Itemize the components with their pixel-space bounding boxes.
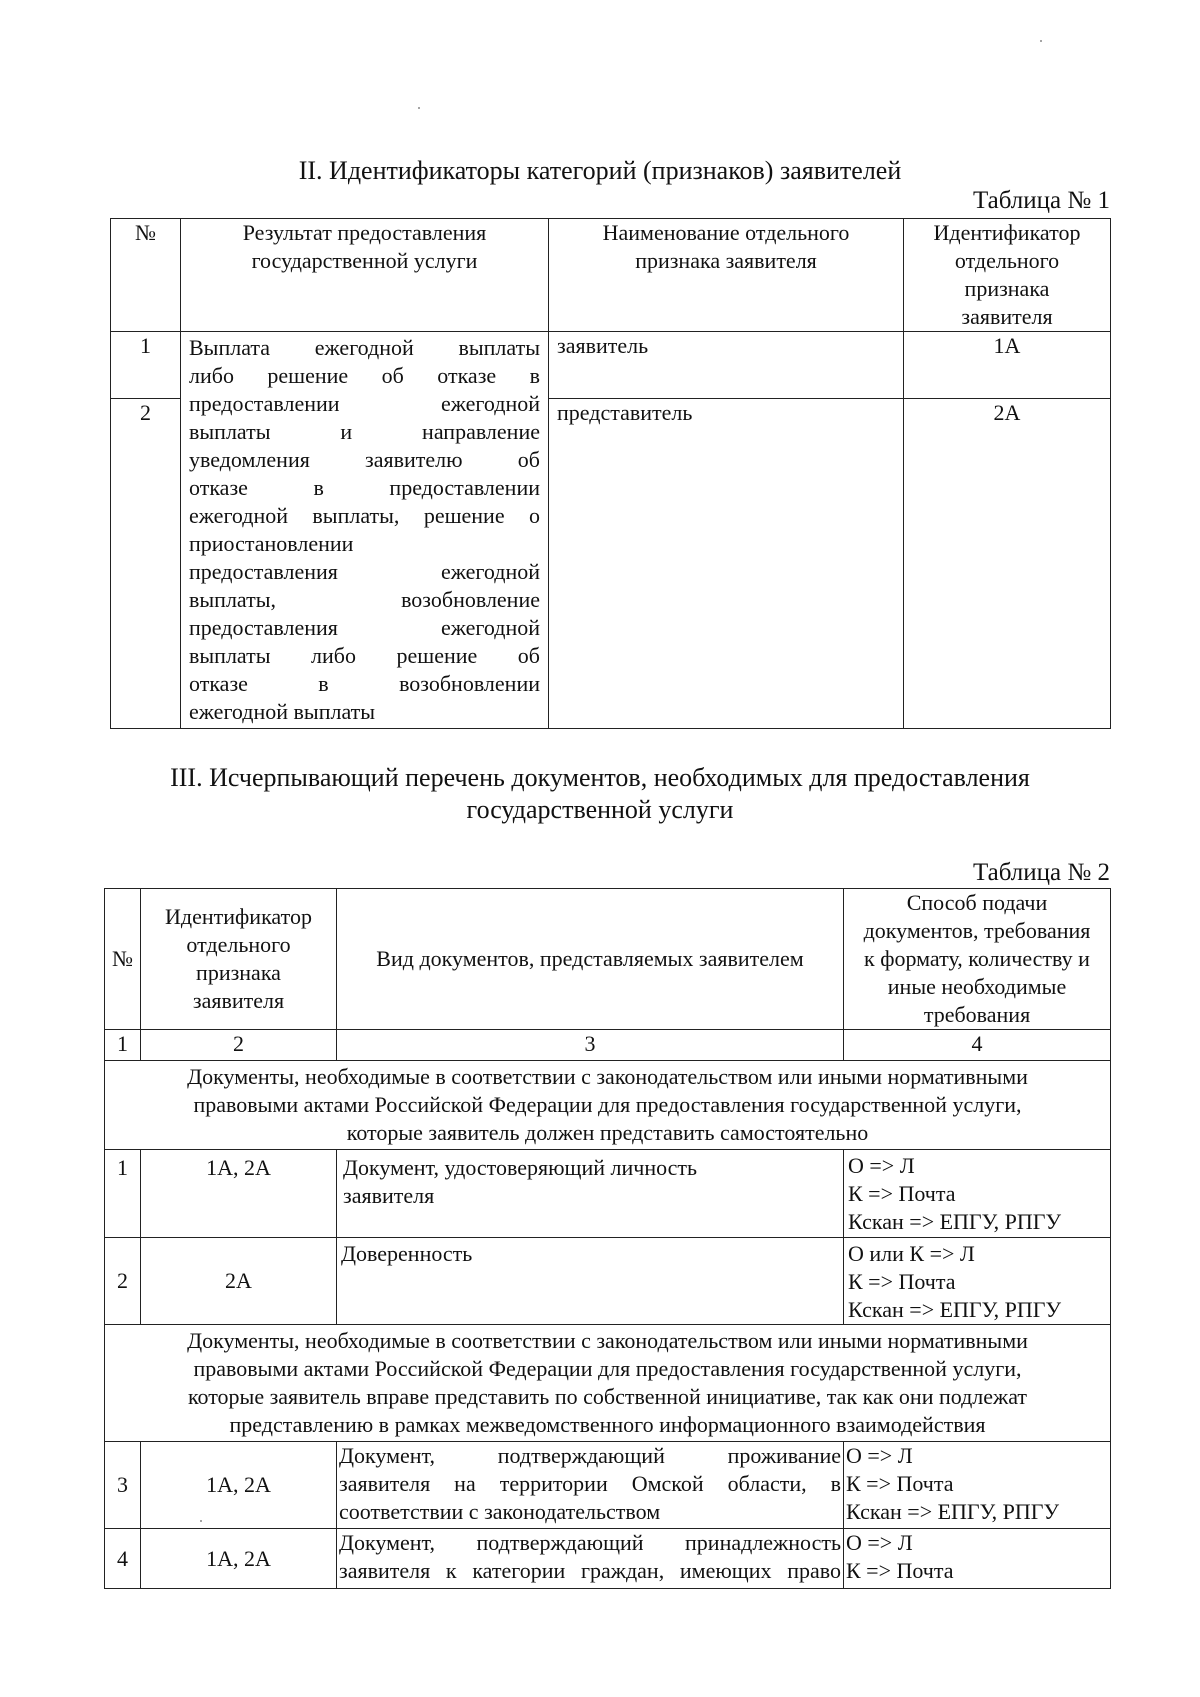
row-identifier: 1А, 2А (141, 1442, 337, 1529)
row-num: 1 (111, 332, 181, 399)
scan-speck (200, 1520, 202, 1522)
row-num: 4 (105, 1529, 141, 1589)
table-2-header-row (105, 889, 1111, 1030)
group-heading-optional: Документы, необходимые в соответствии с законодательством или иными нормативными правовыми актами Российской Федерации для предоставления государственной услуги, которые заявитель вправе представить по собственной инициативе, так как они подлежат представлению в рамках межведомственного информационного взаимодействия (105, 1325, 1111, 1442)
table-2 (104, 888, 1111, 1589)
result-cell: Выплата ежегодной выплаты либо решение об отказе в предоставлении ежегодной выплаты и направление уведомления заявителю об отказе в предоставлении ежегодной выплаты, решение о приостановлении предоставления ежегодной выплаты, возобновление предоставления ежегодной выплаты либо решение об отказе в возобновлении ежегодной выплаты (181, 332, 549, 729)
column-number-row (105, 1030, 1111, 1061)
row-num: 2 (105, 1238, 141, 1325)
table-row (105, 1238, 1111, 1325)
group-heading-row (105, 1325, 1111, 1442)
row-method: О => Л К => Почта (844, 1529, 1111, 1589)
row-method: О => Л К => Почта Кскан => ЕПГУ, РПГУ (844, 1442, 1111, 1529)
row-name: представитель (549, 398, 904, 728)
row-name: заявитель (549, 332, 904, 399)
row-num: 3 (105, 1442, 141, 1529)
row-document: Документ, подтверждающий проживание заявителя на территории Омской области, в соответствии с законодательством (337, 1442, 844, 1529)
col-number: 4 (844, 1030, 1111, 1061)
scan-speck (418, 107, 420, 109)
row-method: О => Л К => Почта Кскан => ЕПГУ, РПГУ (844, 1150, 1111, 1238)
row-num: 2 (111, 398, 181, 728)
col-number: 1 (105, 1030, 141, 1061)
row-method: О или К => Л К => Почта Кскан => ЕПГУ, РПГУ (844, 1238, 1111, 1325)
header-identifier: Идентификатор отдельного признака заявителя (141, 889, 337, 1030)
col-number: 2 (141, 1030, 337, 1061)
group-heading-mandatory: Документы, необходимые в соответствии с законодательством или иными нормативными правовыми актами Российской Федерации для предоставления государственной услуги, которые заявитель должен представить самостоятельно (105, 1061, 1111, 1150)
row-id: 1А (904, 332, 1111, 399)
header-submission-method: Способ подачи документов, требования к формату, количеству и иные необходимые требования (844, 889, 1111, 1030)
row-id: 2А (904, 398, 1111, 728)
table-row (105, 1529, 1111, 1589)
table-row (111, 332, 1111, 399)
row-identifier: 2А (141, 1238, 337, 1325)
header-num: № (111, 219, 181, 332)
row-document: Документ, подтверждающий принадлежность заявителя к категории граждан, имеющих право (337, 1529, 844, 1589)
scan-speck (1040, 40, 1042, 42)
col-number: 3 (337, 1030, 844, 1061)
table-2-caption: Таблица № 2 (972, 859, 1110, 886)
table-1-caption: Таблица № 1 (972, 187, 1110, 214)
table-1-header-row (111, 219, 1111, 332)
header-num: № (105, 889, 141, 1030)
section-2-title: II. Идентификаторы категорий (признаков) заявителей (298, 156, 902, 185)
header-name: Наименование отдельного признака заявителя (549, 219, 904, 332)
row-identifier: 1А, 2А (141, 1529, 337, 1589)
header-identifier: Идентификатор отдельного признака заявителя (904, 219, 1111, 332)
row-num: 1 (105, 1150, 141, 1238)
table-row (105, 1442, 1111, 1529)
section-3-title: III. Исчерпывающий перечень документов, необходимых для предоставления государственной услуги (170, 763, 1030, 824)
header-document-type: Вид документов, представляемых заявителем (337, 889, 844, 1030)
row-identifier: 1А, 2А (141, 1150, 337, 1238)
header-result: Результат предоставления государственной услуги (181, 219, 549, 332)
table-row (105, 1150, 1111, 1238)
table-1 (110, 218, 1111, 729)
row-document: Документ, удостоверяющий личность заявителя (337, 1150, 844, 1238)
group-heading-row (105, 1061, 1111, 1150)
row-document: Доверенность (337, 1238, 844, 1325)
